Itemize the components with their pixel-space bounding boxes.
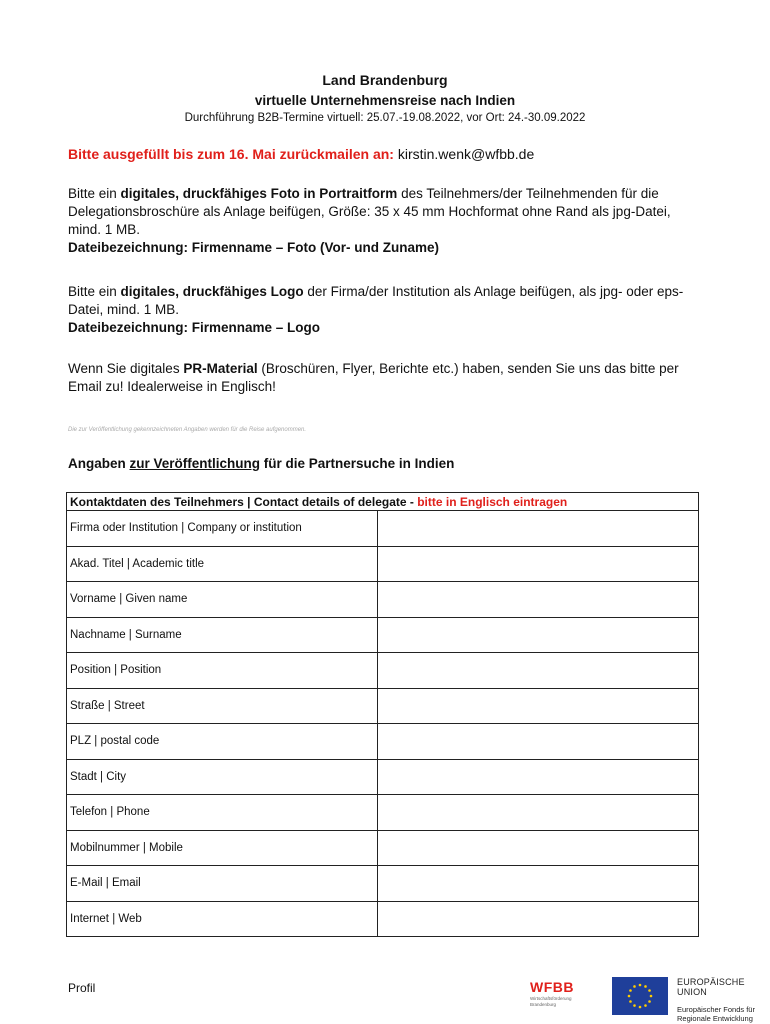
wfbb-logo [530, 979, 590, 1015]
section-heading-underlined: zur Veröffentlichung [129, 456, 261, 471]
field-label: Firma oder Institution | Company or institution [67, 511, 378, 547]
table-header-row [67, 493, 699, 511]
field-input[interactable] [378, 759, 699, 795]
pr-text-2: (Broschüren, Flyer, Berichte etc.) haben, senden Sie uns das bitte per Email zu! Idealerweise in Englisch! [68, 361, 679, 394]
eu-star-icon [628, 995, 631, 998]
section-heading-1: Angaben [68, 456, 130, 471]
table-header-cell [67, 493, 699, 511]
publication-note: Die zur Veröffentlichung gekennzeichneten Angaben werden für die Reise aufgenommen. [68, 427, 307, 433]
eu-fund-line-1: Europäischer Fonds für [677, 1005, 755, 1014]
field-label: Nachname | Surname [67, 617, 378, 653]
field-label: Mobilnummer | Mobile [67, 830, 378, 866]
section-heading [68, 456, 454, 471]
table-header-text: Kontaktdaten des Teilnehmers | Contact details of delegate - [70, 494, 418, 509]
photo-filename-rule: Dateibezeichnung: Firmenname – Foto (Vor- und Zuname) [68, 240, 440, 255]
field-label: Straße | Street [67, 688, 378, 724]
field-label: Vorname | Given name [67, 582, 378, 618]
wfbb-logo-text: WFBB [530, 979, 574, 995]
table-row [67, 759, 699, 795]
field-input[interactable] [378, 901, 699, 937]
photo-text-2: des Teilnehmers/der Teilnehmenden für die Delegationsbroschüre als Anlage beifügen, Größe: 35 x 45 mm Hochformat ohne Rand als jpg-Datei, mind. 1 MB. [68, 186, 671, 237]
eu-star-icon [644, 985, 647, 988]
deadline-text: Bitte ausgefüllt bis zum 16. Mai zurückmailen an: [68, 146, 394, 162]
field-input[interactable] [378, 795, 699, 831]
document-subtitle: virtuelle Unternehmensreise nach Indien [254, 93, 516, 108]
deadline-line [68, 146, 534, 162]
table-row [67, 830, 699, 866]
field-input[interactable] [378, 546, 699, 582]
logo-filename-rule: Dateibezeichnung: Firmenname – Logo [68, 320, 321, 335]
document-title: Land Brandenburg [322, 72, 448, 88]
section-heading-2: für die Partnersuche in Indien [260, 456, 455, 471]
table-row [67, 866, 699, 902]
photo-text-bold: digitales, druckfähiges Foto in Portraitform [120, 186, 398, 201]
field-input[interactable] [378, 866, 699, 902]
eu-title: EUROPÄISCHE UNION [677, 977, 745, 997]
eu-star-icon [629, 1000, 632, 1003]
table-row [67, 688, 699, 724]
field-input[interactable] [378, 617, 699, 653]
field-label: E-Mail | Email [67, 866, 378, 902]
table-row [67, 653, 699, 689]
wfbb-logo-subtext-1: Wirtschaftsförderung [530, 996, 572, 1001]
contact-details-table [66, 492, 699, 937]
field-label: Akad. Titel | Academic title [67, 546, 378, 582]
field-label: Telefon | Phone [67, 795, 378, 831]
footer-label: Profil [68, 981, 96, 995]
eu-star-icon [648, 1000, 651, 1003]
field-input[interactable] [378, 688, 699, 724]
table-row [67, 795, 699, 831]
logo-text-1: Bitte ein [68, 284, 121, 299]
field-input[interactable] [378, 653, 699, 689]
eu-star-icon [629, 989, 632, 992]
logo-text-bold: digitales, druckfähiges Logo [120, 284, 304, 299]
table-row [67, 901, 699, 937]
eu-flag-icon [612, 977, 668, 1015]
logo-text-2: der Firma/der Institution als Anlage beifügen, als jpg- oder eps-Datei, mind. 1 MB. [68, 284, 684, 317]
field-label: PLZ | postal code [67, 724, 378, 760]
field-input[interactable] [378, 830, 699, 866]
field-label: Internet | Web [67, 901, 378, 937]
field-input[interactable] [378, 511, 699, 547]
table-row [67, 582, 699, 618]
document-dates: Durchführung B2B-Termine virtuell: 25.07.-19.08.2022, vor Ort: 24.-30.09.2022 [184, 112, 586, 124]
eu-fund-text [677, 1005, 769, 1023]
pr-text-bold: PR-Material [183, 361, 258, 376]
pr-material-instructions [68, 360, 693, 396]
photo-instructions [68, 185, 693, 257]
field-input[interactable] [378, 582, 699, 618]
field-label: Stadt | City [67, 759, 378, 795]
field-label: Position | Position [67, 653, 378, 689]
pr-text-1: Wenn Sie digitales [68, 361, 184, 376]
eu-star-icon [639, 984, 642, 987]
table-row [67, 617, 699, 653]
logo-instructions [68, 283, 693, 337]
contact-email-link[interactable]: kirstin.wenk@wfbb.de [397, 146, 535, 162]
eu-star-icon [648, 989, 651, 992]
table-header-note: bitte in Englisch eintragen [417, 494, 568, 509]
table-row [67, 511, 699, 547]
eu-star-icon [639, 1006, 642, 1009]
table-row [67, 724, 699, 760]
field-input[interactable] [378, 724, 699, 760]
eu-fund-line-2: Regionale Entwicklung [677, 1014, 753, 1023]
eu-star-icon [650, 995, 653, 998]
eu-funding-label [677, 977, 769, 1023]
wfbb-logo-subtext-2: Brandenburg [530, 1002, 557, 1007]
photo-text-1: Bitte ein [68, 186, 121, 201]
eu-star-icon [644, 1004, 647, 1007]
eu-star-icon [633, 985, 636, 988]
eu-star-icon [633, 1004, 636, 1007]
table-row [67, 546, 699, 582]
